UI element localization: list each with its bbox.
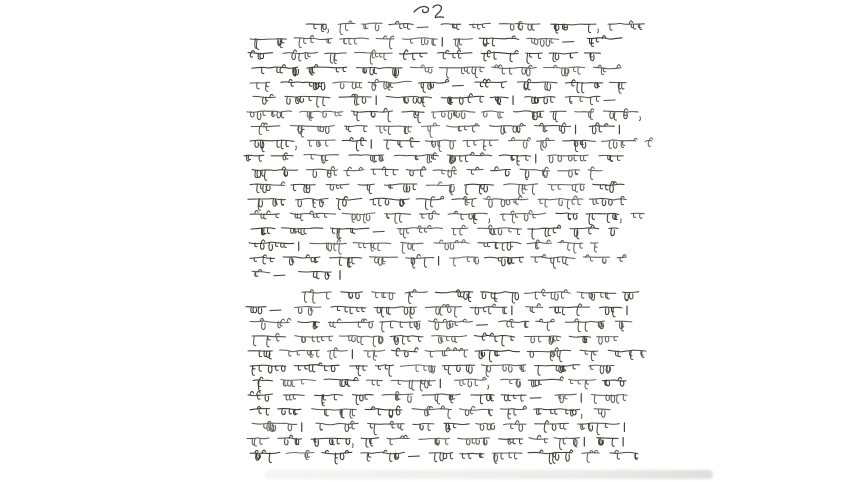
handwritten-line xyxy=(306,21,644,35)
handwritten-line xyxy=(250,363,614,376)
handwritten-line xyxy=(252,65,621,78)
handwritten-line xyxy=(248,196,626,210)
handwritten-line xyxy=(250,137,653,151)
handwritten-line xyxy=(247,108,640,122)
handwritten-line xyxy=(253,94,615,107)
paragraph-1 xyxy=(244,21,653,279)
handwritten-line xyxy=(247,435,623,449)
handwritten-line xyxy=(249,240,598,254)
scan-edge-shadow xyxy=(265,470,713,479)
handwritten-line xyxy=(250,181,624,195)
handwritten-line xyxy=(246,304,627,319)
handwritten-line xyxy=(253,377,626,391)
handwritten-line xyxy=(251,123,619,138)
handwritten-line xyxy=(250,318,632,332)
handwritten-line xyxy=(250,450,638,464)
handwritten-line xyxy=(248,50,600,64)
handwritten-line xyxy=(248,391,627,405)
handwritten-line xyxy=(251,225,618,239)
handwritten-line xyxy=(250,79,626,93)
handwritten-line xyxy=(250,406,610,419)
handwritten-line xyxy=(302,289,639,303)
handwritten-line xyxy=(252,333,618,347)
handwritten-line xyxy=(250,254,626,268)
handwritten-line xyxy=(250,210,644,224)
handwritten-line xyxy=(244,152,623,165)
handwritten-line xyxy=(252,421,624,435)
page-number-glyph xyxy=(414,5,444,18)
handwritten-line xyxy=(250,35,622,49)
handwritten-line xyxy=(248,348,646,362)
handwritten-line xyxy=(252,269,340,279)
handwritten-line xyxy=(252,167,602,181)
paragraph-2 xyxy=(246,289,646,464)
